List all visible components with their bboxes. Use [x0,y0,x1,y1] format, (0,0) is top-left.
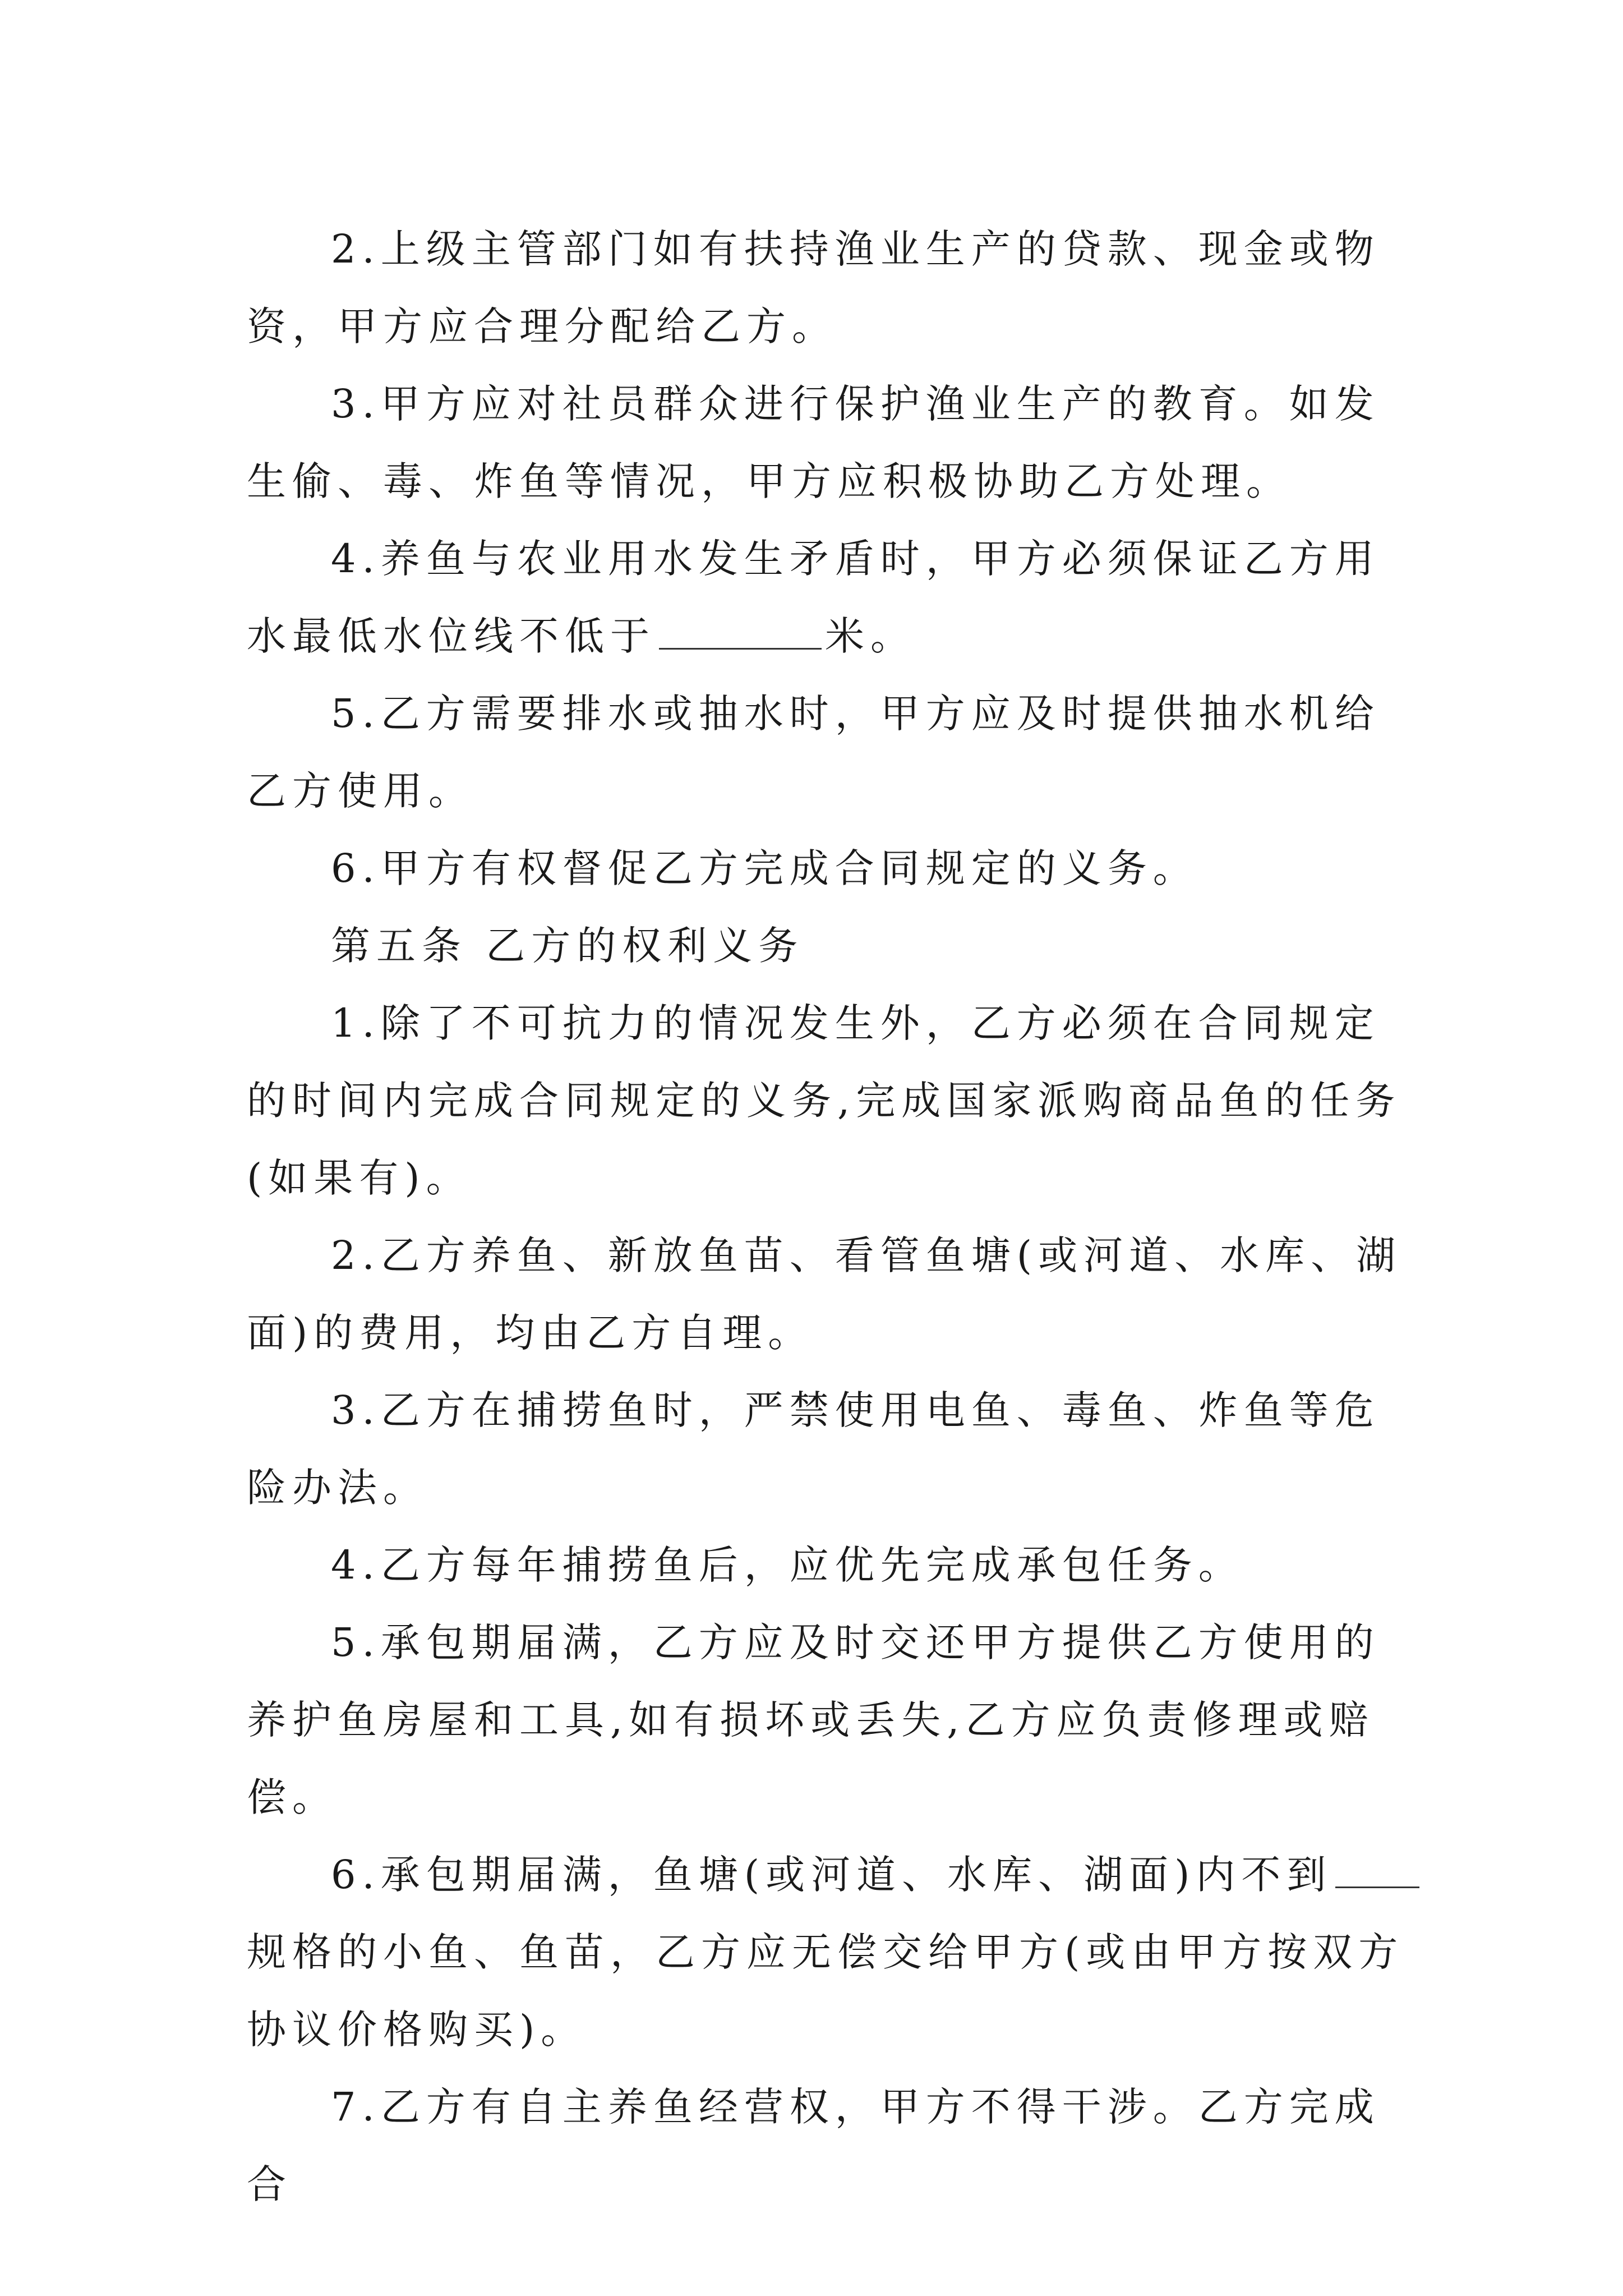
party-b-clause-4: 4.乙方每年捕捞鱼后，应优先完成承包任务。 [331,1542,1244,1588]
party-b-clause-7: 7.乙方有自主养鱼经营权，甲方不得干涉。乙方完成合 [247,2084,1380,2207]
clause-6-supervision: 6.甲方有权督促乙方完成合同规定的义务。 [331,845,1198,891]
clause-6-text-before: 6.承包期届满，鱼塘(或河道、水库、湖面)内不到 [331,1852,1332,1898]
party-b-clause-2: 2.乙方养鱼、新放鱼苗、看管鱼塘(或河道、水库、湖面)的费用，均由乙方自理。 [247,1232,1402,1356]
fish-size-blank-field[interactable] [1335,1847,1419,1888]
article-5-heading: 第五条 乙方的权利义务 [331,923,804,969]
clause-3-party-a-education: 3.甲方应对社员群众进行保护渔业生产的教育。如发生偷、毒、炸鱼等情况，甲方应积极协助乙方处理。 [247,381,1380,504]
party-b-clause-5: 5.承包期届满，乙方应及时交还甲方提供乙方使用的养护鱼房屋和工具,如有损坏或丢失,乙方应负责修理或赔偿。 [247,1619,1380,1820]
party-b-clause-1: 1.除了不可抗力的情况发生外，乙方必须在合同规定的时间内完成合同规定的义务,完成国家派购商品鱼的任务(如果有)。 [247,1000,1401,1201]
clause-2-party-a-funds: 2.上级主管部门如有扶持渔业生产的贷款、现金或物资，甲方应合理分配给乙方。 [247,226,1380,349]
clause-4-water-level [247,520,1424,675]
clause-5-pump-supply: 5.乙方需要排水或抽水时，甲方应及时提供抽水机给乙方使用。 [247,691,1380,814]
clause-6-text-after: 规格的小鱼、鱼苗，乙方应无偿交给甲方(或由甲方按双方协议价格购买)。 [247,1929,1404,2053]
party-b-clause-6 [247,1836,1424,2068]
clause-4-text-before: 4.养鱼与农业用水发生矛盾时，甲方必须保证乙方用水最低水位线不低于 [247,536,1380,659]
clause-4-text-after: 米。 [825,613,916,659]
party-b-clause-3: 3.乙方在捕捞鱼时，严禁使用电鱼、毒鱼、炸鱼等危险办法。 [247,1387,1380,1511]
water-level-blank-field[interactable] [659,609,822,650]
document-body [247,210,1424,2223]
